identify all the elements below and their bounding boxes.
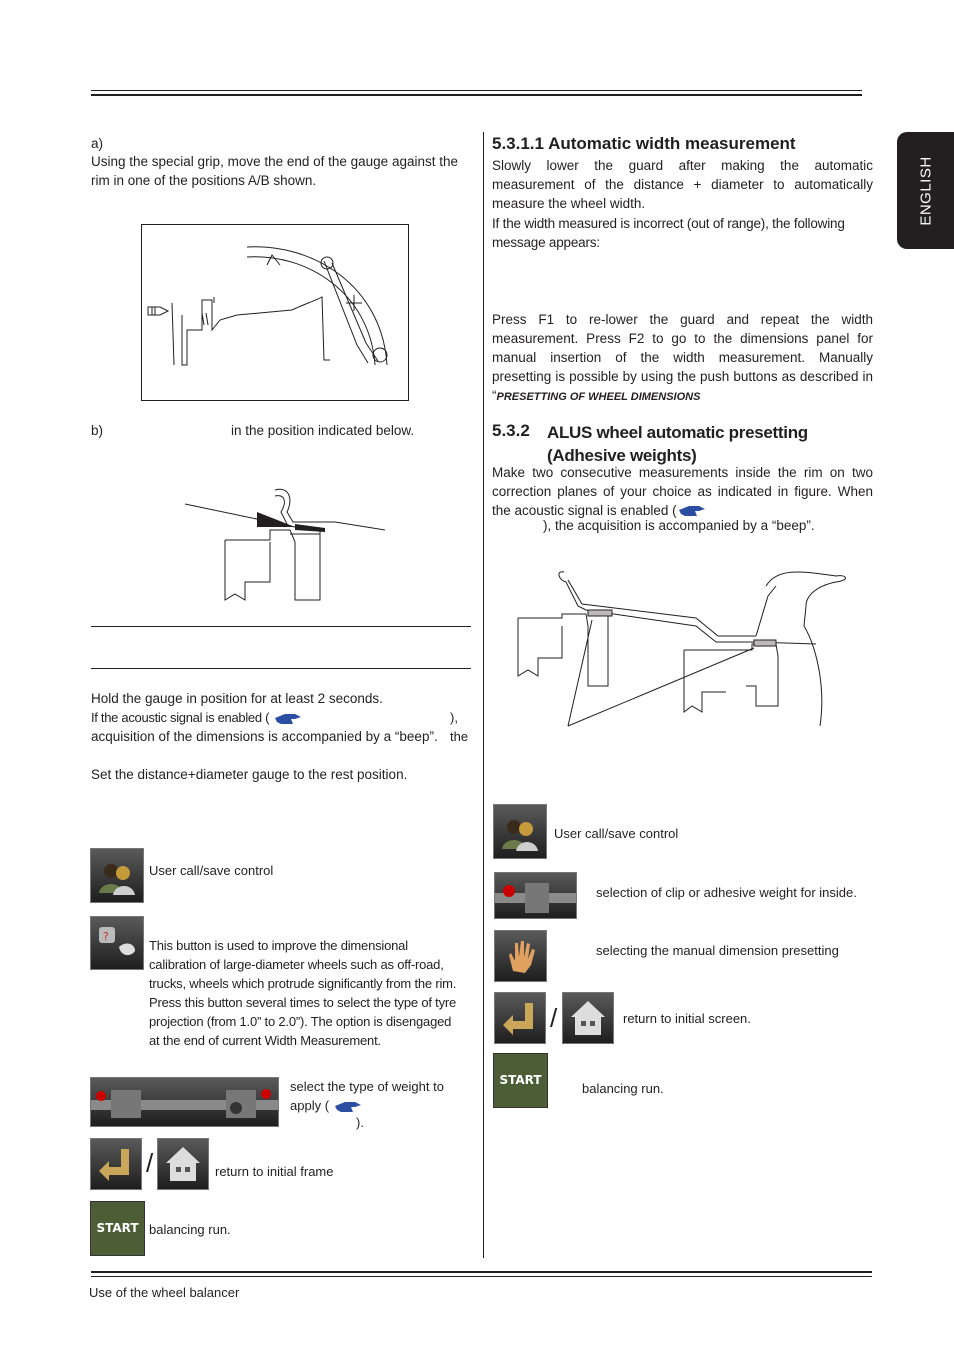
left-note-rule-top — [91, 626, 471, 627]
gauge-rim-drawing — [142, 225, 408, 400]
manual-text: selecting the manual dimension presetting — [596, 943, 839, 958]
back-arrow-icon-right — [495, 993, 545, 1043]
user-call-button-right[interactable] — [493, 804, 547, 859]
acoustic-prefix: If the acoustic signal is enabled ( — [91, 710, 270, 725]
language-tab — [897, 132, 954, 249]
pointing-hand-icon — [273, 712, 303, 726]
para-531c-text: Press F1 to re-lower the guard and repeat the width measurement. Press F2 to go to the dimensions panel for manual insertion of the width measurement. Manually presetting is possible by using the push buttons as described in “ — [492, 312, 873, 403]
weight-type-close: ). — [356, 1115, 364, 1130]
weight-type-label: select the type of weight to apply ( — [290, 1079, 444, 1113]
home-button-right[interactable] — [562, 992, 614, 1044]
back-arrow-icon — [91, 1139, 141, 1189]
weight-select-icon — [91, 1078, 278, 1126]
user-call-label-left: User call/save control — [149, 863, 274, 878]
home-button-left[interactable] — [157, 1138, 209, 1190]
balancing-text-right: balancing run. — [582, 1081, 664, 1096]
user-call-button-left[interactable] — [90, 848, 144, 903]
return-text-right: return to initial screen. — [623, 1011, 751, 1026]
pointing-hand-icon-2 — [333, 1100, 363, 1114]
start-button-left[interactable]: START — [90, 1201, 145, 1256]
manual-presetting-button[interactable] — [494, 930, 547, 982]
svg-text:?: ? — [103, 930, 109, 943]
weight-type-text — [290, 1077, 470, 1115]
calibration-text: This button is used to improve the dimensional calibration of large-diameter wheels such as off-road, trucks, wheels which protrude significantly from the rim. Press this button several times to select the type of tyre projection (from 1.0” to 2.0”). The option is disengaged at the end of current Width Measurement. — [149, 938, 457, 1048]
clip-weight-icon — [495, 873, 576, 918]
column-divider — [483, 132, 484, 1258]
hand-icon — [495, 931, 546, 981]
users-icon-right — [494, 805, 546, 858]
clip-adhesive-button[interactable] — [494, 872, 577, 919]
slash-left: / — [146, 1148, 154, 1178]
gauge-position-drawing — [175, 482, 405, 607]
gauge-rim-figure — [141, 224, 409, 401]
alus-measurement-drawing — [516, 566, 856, 736]
para-531c — [492, 310, 873, 407]
rest-text: Set the distance+diameter gauge to the rest position. — [91, 767, 408, 782]
return-text-left: return to initial frame — [215, 1164, 334, 1179]
home-icon — [158, 1139, 208, 1189]
heading-531: 5.3.1.1 Automatic width measurement — [492, 134, 796, 153]
footer-rule-bottom — [91, 1276, 872, 1277]
clip-text: selection of clip or adhesive weight for inside. — [596, 885, 857, 900]
balancing-text-left: balancing run. — [149, 1222, 231, 1237]
hold-text: Hold the gauge in position for at least 2 seconds. — [91, 691, 383, 706]
acquisition-text: acquisition of the dimensions is accompanied by a “beep”. — [91, 729, 438, 744]
para-531: Slowly lower the guard after making the automatic measurement of the distance + diameter to automatically measure the wheel width. — [492, 158, 873, 211]
back-button-right[interactable] — [494, 992, 546, 1044]
tyre-projection-button[interactable] — [90, 916, 144, 970]
step-b-text: in the position indicated below. — [231, 423, 415, 438]
acoustic-suffix: ), the — [450, 710, 469, 744]
footer-text: Use of the wheel balancer — [89, 1285, 240, 1300]
language-tab-label: ENGLISH — [917, 155, 934, 226]
left-note-rule-bottom — [91, 668, 471, 669]
weight-select-bar[interactable] — [90, 1077, 279, 1127]
tyre-projection-icon — [91, 917, 143, 969]
para-532b: ), the acquisition is accompanied by a “beep”. — [543, 518, 815, 533]
step-a-text: Using the special grip, move the end of the gauge against the rim in one of the positions A/B shown. — [91, 154, 458, 188]
header-rule-top — [91, 90, 862, 91]
step-b-label: b) — [91, 423, 104, 438]
heading-532-number: 5.3.2 — [492, 421, 530, 440]
presetting-reference[interactable]: PRESETTING OF WHEEL DIMENSIONS — [496, 391, 701, 403]
home-icon-right — [563, 993, 613, 1043]
heading-532: ALUS wheel automatic presetting (Adhesive weights) — [547, 423, 808, 465]
header-rule-bottom — [91, 94, 862, 96]
para-532 — [492, 463, 873, 520]
para-531b: If the width measured is incorrect (out of range), the following message appears: — [492, 216, 845, 250]
step-a-label: a) — [91, 136, 104, 151]
start-button-right[interactable]: START — [493, 1053, 548, 1108]
footer-rule-top — [91, 1271, 872, 1273]
user-call-label-right: User call/save control — [554, 826, 679, 841]
para-532-text: Make two consecutive measurements inside the rim on two correction planes of your choice as indicated in figure. When the acoustic signal is enabled ( — [492, 465, 873, 518]
users-icon — [91, 849, 143, 902]
slash-right: / — [550, 1003, 558, 1033]
back-button-left[interactable] — [90, 1138, 142, 1190]
